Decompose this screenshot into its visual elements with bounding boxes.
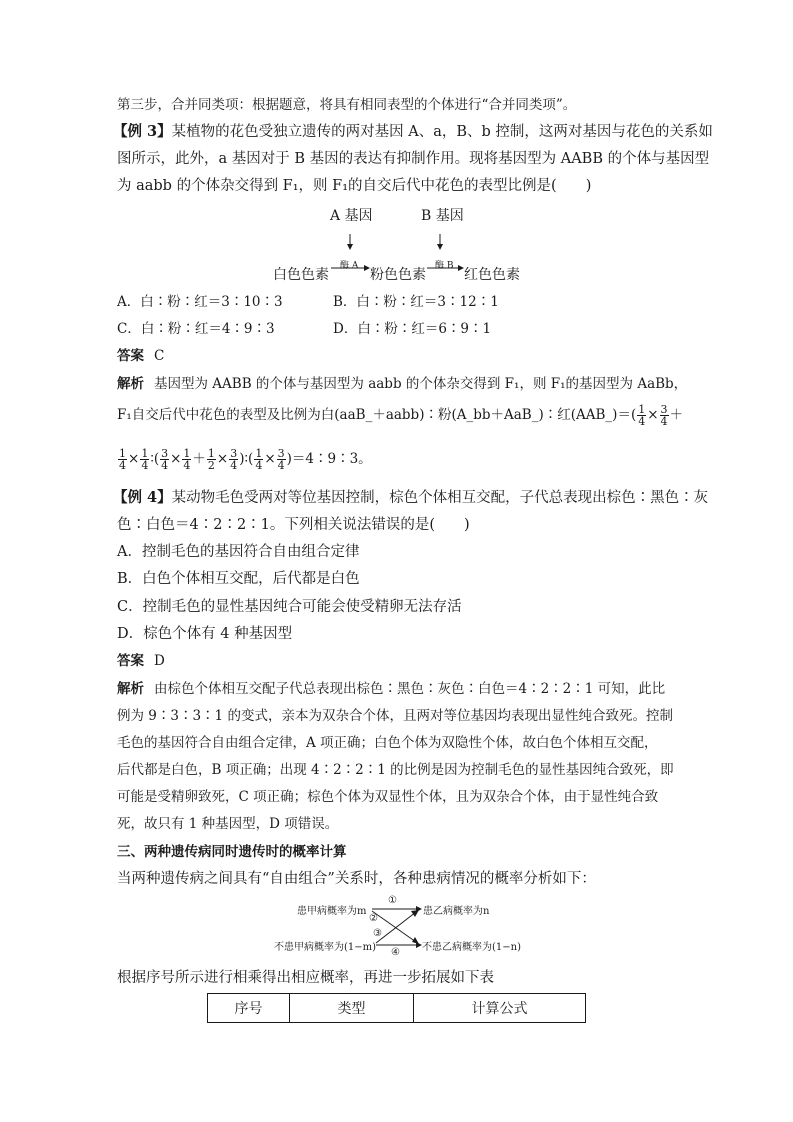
enzyme-a-label: 酶 A [340, 261, 359, 271]
analysis-label: 解析 [117, 376, 144, 392]
example4-analysis-line3: 毛色的基因符合自由组合定律，A 项正确；白色个体为双隐性个体，故白色个体相互交配， [117, 735, 658, 751]
fraction: $\frac{1}{4}$ [183, 447, 191, 472]
analysis-text1: 由棕色个体相互交配子代总表现出棕色∶黑色∶灰色∶白色＝4∶2∶2∶1 可知，此比 [154, 681, 666, 697]
example4-analysis-line2: 例为 9∶3∶3∶1 的变式，亲本为双杂合个体，且两对等位基因均表现出显性纯合致死。控制 [117, 708, 673, 724]
fraction: $\frac{3}{4}$ [660, 403, 668, 428]
example3-analysis-line2: F₁自交后代中花色的表型及比例为白(aaB_＋aabb)∶粉(A_bb＋AaB_)∶红(AAB_)＝( $\frac{1}{4}$ × $\frac{3}{4}$ ＋ [117, 403, 684, 428]
example3-analysis-line3: $\frac{1}{4}$ × $\frac{1}{4}$ ∶( $\frac{3}{4}$ × $\frac{1}{4}$ ＋ $\frac{1}{2}$ × $\frac{3}{4}$ )∶( $\frac{1}{4}$ × $\frac{3}{4}$ )＝4∶9∶3。 [119, 447, 372, 472]
probability-table [207, 993, 586, 1023]
white-pigment-label: 白色色素 [273, 267, 329, 283]
fraction: $\frac{1}{4}$ [638, 403, 646, 428]
example3-tag: 【例 3】 [113, 123, 172, 140]
example4-option-b: B．白色个体相互交配，后代都是白色 [117, 571, 360, 587]
table-header-row [208, 994, 586, 1023]
pink-pigment-label: 粉色色素 [370, 267, 426, 283]
prob-b-label: 患乙病概率为n [423, 906, 490, 917]
header-type: 类型 [290, 994, 414, 1023]
example4-question-line2: 色∶白色＝4∶2∶2∶1。下列相关说法错误的是( ) [117, 517, 470, 533]
answer-label: 答案 [117, 348, 144, 364]
fraction: $\frac{1}{2}$ [207, 447, 215, 472]
answer-label: 答案 [117, 653, 144, 669]
circle-3: ③ [373, 928, 382, 939]
enzyme-b-label: 酶 B [435, 261, 454, 271]
example4-analysis-line4: 后代都是白色，B 项正确；出现 4∶2∶2∶1 的比例是因为控制毛色的显性基因纯合致死，即 [117, 762, 674, 778]
example3-question-line2: 图所示，此外，a 基因对于 B 基因的表达有抑制作用。现将基因型为 AABB 的个体与基因型 [117, 151, 710, 167]
fraction: $\frac{3}{4}$ [161, 447, 169, 472]
answer-value: C [154, 348, 165, 364]
fraction: $\frac{3}{4}$ [230, 447, 238, 472]
analysis-text2: F₁自交后代中花色的表型及比例为白(aaB_＋aabb)∶粉(A_bb＋AaB_)∶红(AAB_)＝( [117, 407, 637, 423]
example4-tag: 【例 4】 [113, 489, 172, 506]
step-three-text: 第三步，合并同类项：根据题意，将具有相同表型的个体进行“合并同类项”。 [117, 97, 577, 113]
circle-2: ② [369, 913, 378, 924]
section3-title: 三、两种遗传病同时遗传时的概率计算 [117, 844, 347, 860]
analysis-result: ＝4∶9∶3。 [291, 451, 372, 467]
prob-not-b-label: 不患乙病概率为(1−n) [422, 942, 521, 953]
section3-after-text: 根据序号所示进行相乘得出相应概率，再进一步拓展如下表 [117, 970, 494, 986]
header-index: 序号 [208, 994, 290, 1023]
fraction: $\frac{3}{4}$ [277, 447, 285, 472]
example4-option-d: D．棕色个体有 4 种基因型 [117, 626, 293, 642]
example3-option-c: C．白∶粉∶红＝4∶9∶3 [117, 321, 275, 337]
example4-option-a: A．控制毛色的基因符合自由组合定律 [117, 544, 360, 560]
prob-a-label: 患甲病概率为m [297, 906, 367, 917]
red-pigment-label: 红色色素 [464, 267, 520, 283]
example3-option-b: B．白∶粉∶红＝3∶12∶1 [333, 294, 499, 310]
example4-q1: 某动物毛色受两对等位基因控制，棕色个体相互交配，子代总表现出棕色∶黑色∶灰 [171, 490, 709, 506]
gene-b-label: B 基因 [421, 208, 464, 224]
fraction: $\frac{1}{4}$ [119, 447, 126, 472]
example4-analysis-line5: 可能是受精卵致死，C 项正确；棕色个体为双显性个体，且为双杂合个体，由于显性纯合致 [117, 789, 659, 805]
analysis-label: 解析 [117, 681, 144, 697]
analysis-text1: 基因型为 AABB 的个体与基因型为 aabb 的个体杂交得到 F₁，则 F₁的基因型为 AaBb， [154, 376, 688, 392]
circle-4: ④ [391, 947, 400, 958]
example3-option-d: D．白∶粉∶红＝6∶9∶1 [333, 321, 492, 337]
gene-a-label: A 基因 [330, 208, 373, 224]
example4-option-c: C．控制毛色的显性基因纯合可能会使受精卵无法存活 [117, 599, 462, 615]
section3-intro: 当两种遗传病之间具有“自由组合”关系时，各种患病情况的概率分析如下： [117, 871, 596, 887]
circle-1: ① [388, 895, 397, 906]
example3-option-a: A．白∶粉∶红＝3∶10∶3 [117, 294, 283, 310]
prob-not-a-label: 不患甲病概率为(1−m) [274, 942, 377, 953]
header-formula: 计算公式 [414, 994, 586, 1023]
answer-value: D [154, 653, 165, 669]
fraction: $\frac{1}{4}$ [141, 447, 149, 472]
example3-question-line3: 为 aabb 的个体杂交得到 F₁，则 F₁的自交后代中花色的表型比例是( ) [117, 178, 592, 194]
fraction: $\frac{1}{4}$ [255, 447, 263, 472]
example4-analysis-line6: 死，故只有 1 种基因型，D 项错误。 [117, 816, 339, 832]
example3-q1: 某植物的花色受独立遗传的两对基因 A、a，B、b 控制，这两对基因与花色的关系如 [171, 124, 713, 140]
